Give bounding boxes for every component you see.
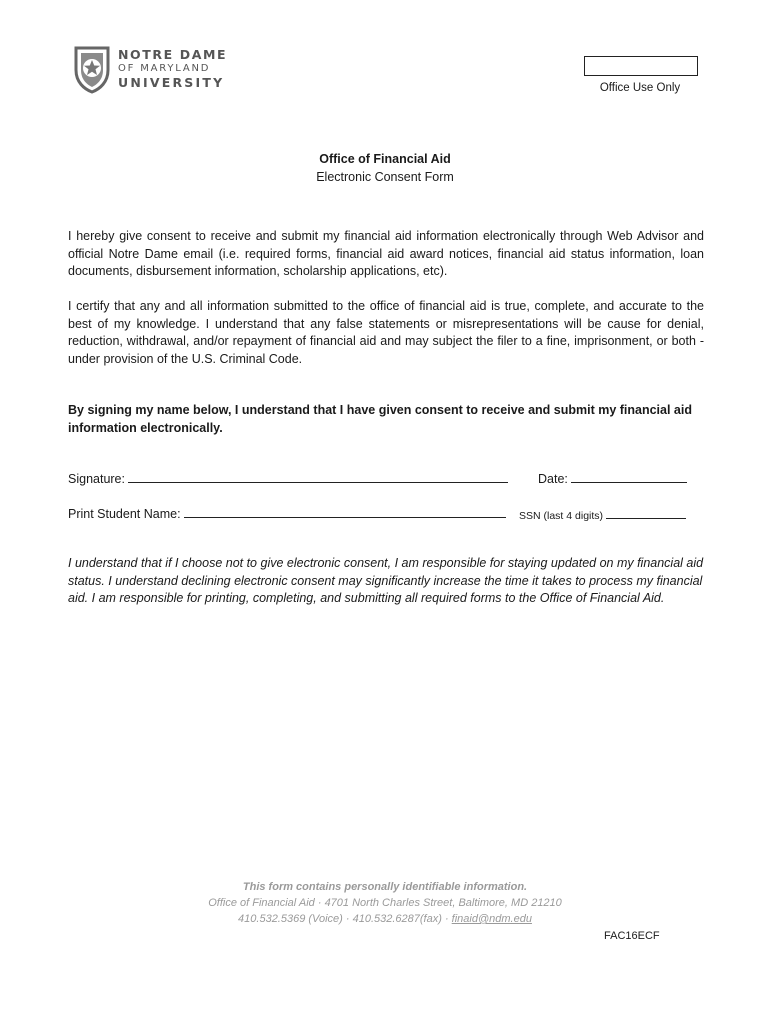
- ssn-label: SSN (last 4 digits): [519, 510, 604, 522]
- certification-paragraph: I certify that any and all information submitted to the office of financial aid is true, complete, and accurate to the best of my knowledge. I understand that any false statements or misrepresentations will be cause for denial, reduction, withdrawal, and/or repayment of financial aid and may subject the filer to a fine, imprisonment, or both - under provision of the U.S. Criminal Code.: [68, 299, 704, 366]
- signing-statement: By signing my name below, I understand that I have given consent to receive and submit my financial aid information electronically.: [68, 403, 692, 435]
- logo-line-1: NOTRE DAME: [118, 47, 228, 62]
- date-label: Date:: [538, 472, 568, 486]
- footer-notice: This form contains personally identifiable information.: [242, 881, 528, 893]
- logo-line-3: UNIVERSITY: [118, 75, 225, 90]
- signature-line[interactable]: [128, 470, 508, 483]
- ssn-field: [519, 506, 686, 522]
- logo-line-2: OF MARYLAND: [118, 63, 211, 74]
- declining-consent-paragraph: I understand that if I choose not to give electronic consent, I am responsible for staying updated on my financial aid status. I understand declining electronic consent may significantly increase the time it takes to process my financial aid. I am responsible for printing, completing, and submitting all required forms to the Office of Financial Aid.: [68, 556, 704, 605]
- form-title: Office of Financial Aid: [319, 152, 451, 166]
- signature-field: [68, 470, 508, 486]
- date-field: [538, 470, 687, 486]
- university-logo: [72, 44, 228, 100]
- signature-label: Signature:: [68, 472, 125, 486]
- consent-paragraph: I hereby give consent to receive and submit my financial aid information electronically through Web Advisor and official Notre Dame email (i.e. required forms, financial aid award notices, financial aid status information, loan documents, disbursement information, scholarship applications, etc).: [68, 229, 704, 278]
- student-name-field: [68, 505, 506, 521]
- footer-email-link[interactable]: finaid@ndm.edu: [451, 913, 532, 925]
- logo-wordmark: [118, 48, 227, 90]
- footer-contact: [0, 913, 770, 925]
- footer-phones: 410.532.5369 (Voice) · 410.532.6287(fax) ·: [238, 913, 452, 925]
- office-use-label: Office Use Only: [599, 82, 681, 94]
- student-name-line[interactable]: [184, 505, 506, 518]
- ssn-line[interactable]: [606, 506, 686, 519]
- form-subtitle: Electronic Consent Form: [316, 170, 454, 184]
- student-name-label: Print Student Name:: [68, 507, 181, 521]
- footer-address: Office of Financial Aid · 4701 North Charles Street, Baltimore, MD 21210: [208, 897, 562, 909]
- date-line[interactable]: [571, 470, 687, 483]
- shield-star-icon: [72, 44, 112, 94]
- office-use-box[interactable]: [584, 56, 698, 76]
- form-code: FAC16ECF: [604, 930, 660, 942]
